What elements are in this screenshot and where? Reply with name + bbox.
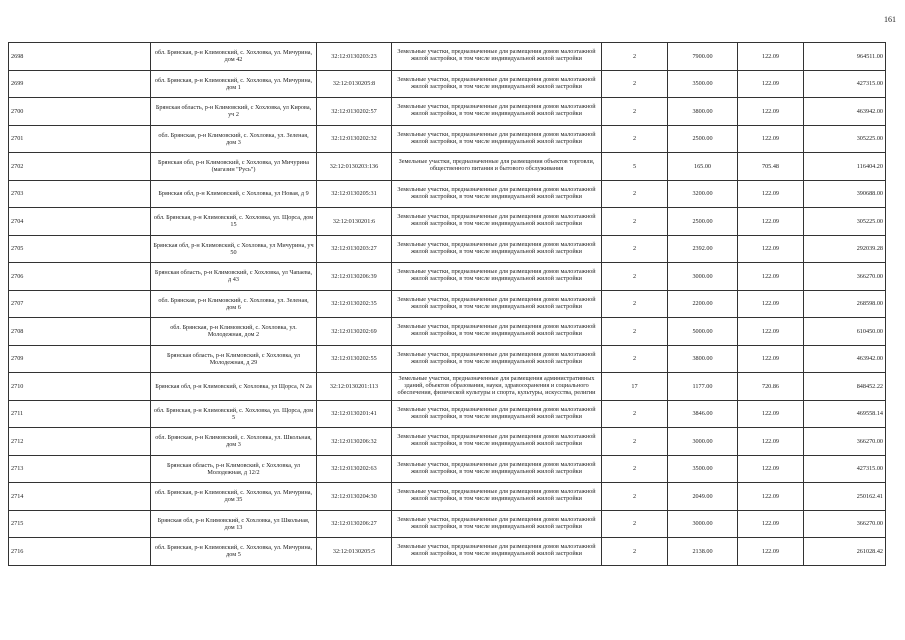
cadastral-number-cell: 32:12:0130202:32 [317,125,392,153]
address-cell: Брянская область, р-н Климовский, с Хохловка, ул Молодежная, д 12/2 [151,455,317,483]
permitted-use-cell: Земельные участки, предназначенные для размещения домов малоэтажной жилой застройки, в том числе индивидуальной жилой застройки [392,70,602,98]
cadastral-number-cell: 32:12:0130201:6 [317,208,392,236]
area-cell: 3800.00 [668,98,738,126]
address-cell: обл. Брянская, р-н Климовский, с. Хохловка, ул. Мичурина, дом 1 [151,70,317,98]
table-row [9,290,886,318]
land-register-table [8,42,886,566]
cadastral-value-cell: 463942.00 [804,98,886,126]
permitted-use-cell: Земельные участки, предназначенные для размещения домов малоэтажной жилой застройки, в том числе индивидуальной жилой застройки [392,263,602,291]
table-row [9,70,886,98]
cadastral-value-cell: 305225.00 [804,208,886,236]
use-category-cell: 17 [602,373,668,401]
cadastral-value-cell: 366270.00 [804,428,886,456]
row-number: 2700 [9,98,151,126]
use-category-cell: 2 [602,290,668,318]
use-category-cell: 2 [602,510,668,538]
cadastral-value-cell: 305225.00 [804,125,886,153]
permitted-use-cell: Земельные участки, предназначенные для размещения домов малоэтажной жилой застройки, в том числе индивидуальной жилой застройки [392,290,602,318]
use-category-cell: 2 [602,208,668,236]
cadastral-value-cell: 427315.00 [804,455,886,483]
row-number: 2709 [9,345,151,373]
address-cell: обл. Брянская, р-н Климовский, с. Хохловка, ул. Школьная, дом 3 [151,428,317,456]
cadastral-number-cell: 32:12:0130202:63 [317,455,392,483]
permitted-use-cell: Земельные участки, предназначенные для размещения домов малоэтажной жилой застройки, в том числе индивидуальной жилой застройки [392,428,602,456]
permitted-use-cell: Земельные участки, предназначенные для размещения домов малоэтажной жилой застройки, в том числе индивидуальной жилой застройки [392,318,602,346]
use-category-cell: 2 [602,538,668,566]
cadastral-value-cell: 610450.00 [804,318,886,346]
use-category-cell: 2 [602,43,668,71]
cadastral-value-cell: 250162.41 [804,483,886,511]
specific-value-cell: 122.09 [738,208,804,236]
specific-value-cell: 720.86 [738,373,804,401]
address-cell: Брянская область, р-н Климовский, с Хохловка, ул Молодежная, д 29 [151,345,317,373]
permitted-use-cell: Земельные участки, предназначенные для размещения домов малоэтажной жилой застройки, в том числе индивидуальной жилой застройки [392,483,602,511]
permitted-use-cell: Земельные участки, предназначенные для размещения домов малоэтажной жилой застройки, в том числе индивидуальной жилой застройки [392,43,602,71]
use-category-cell: 2 [602,428,668,456]
area-cell: 2200.00 [668,290,738,318]
cadastral-value-cell: 390688.00 [804,180,886,208]
use-category-cell: 2 [602,263,668,291]
area-cell: 3846.00 [668,400,738,428]
specific-value-cell: 122.09 [738,43,804,71]
area-cell: 3800.00 [668,345,738,373]
use-category-cell: 2 [602,235,668,263]
table-row [9,208,886,236]
area-cell: 2138.00 [668,538,738,566]
specific-value-cell: 122.09 [738,455,804,483]
area-cell: 1177.00 [668,373,738,401]
cadastral-number-cell: 32:12:0130205:5 [317,538,392,566]
area-cell: 3500.00 [668,70,738,98]
cadastral-number-cell: 32:12:0130202:69 [317,318,392,346]
address-cell: Брянская обл, р-н Климовский, с Хохловка, ул Мичурина, уч 50 [151,235,317,263]
permitted-use-cell: Земельные участки, предназначенные для размещения домов малоэтажной жилой застройки, в том числе индивидуальной жилой застройки [392,510,602,538]
row-number: 2710 [9,373,151,401]
area-cell: 3000.00 [668,263,738,291]
cadastral-value-cell: 366270.00 [804,510,886,538]
row-number: 2716 [9,538,151,566]
table-row [9,345,886,373]
cadastral-value-cell: 116404.20 [804,153,886,181]
table-row [9,428,886,456]
permitted-use-cell: Земельные участки, предназначенные для размещения домов малоэтажной жилой застройки, в том числе индивидуальной жилой застройки [392,235,602,263]
area-cell: 2049.00 [668,483,738,511]
table-row [9,400,886,428]
cadastral-value-cell: 261028.42 [804,538,886,566]
cadastral-number-cell: 32:12:0130205:31 [317,180,392,208]
table-row [9,235,886,263]
table-row [9,538,886,566]
specific-value-cell: 122.09 [738,70,804,98]
row-number: 2704 [9,208,151,236]
cadastral-number-cell: 32:12:0130202:55 [317,345,392,373]
cadastral-value-cell: 427315.00 [804,70,886,98]
address-cell: Брянская обл, р-н Климовский, с Хохловка, ул Щорса, N 2а [151,373,317,401]
permitted-use-cell: Земельные участки, предназначенные для размещения домов малоэтажной жилой застройки, в том числе индивидуальной жилой застройки [392,400,602,428]
row-number: 2698 [9,43,151,71]
row-number: 2702 [9,153,151,181]
address-cell: обл. Брянская, р-н Климовский, с. Хохловка, ул. Мичурина, дом 42 [151,43,317,71]
cadastral-value-cell: 463942.00 [804,345,886,373]
cadastral-number-cell: 32:12:0130206:39 [317,263,392,291]
cadastral-number-cell: 32:12:0130205:8 [317,70,392,98]
specific-value-cell: 122.09 [738,98,804,126]
use-category-cell: 2 [602,483,668,511]
address-cell: обл. Брянская, р-н Климовский, с. Хохловка, ул. Щорса, дом 5 [151,400,317,428]
specific-value-cell: 122.09 [738,428,804,456]
table-row [9,373,886,401]
table-row [9,318,886,346]
address-cell: Брянская обл, р-н Климовский, с Хохловка, ул Новая, д 9 [151,180,317,208]
row-number: 2711 [9,400,151,428]
row-number: 2707 [9,290,151,318]
table-row [9,153,886,181]
cadastral-number-cell: 32:12:0130201:113 [317,373,392,401]
use-category-cell: 2 [602,318,668,346]
table-row [9,510,886,538]
specific-value-cell: 122.09 [738,290,804,318]
permitted-use-cell: Земельные участки, предназначенные для размещения домов малоэтажной жилой застройки, в том числе индивидуальной жилой застройки [392,180,602,208]
specific-value-cell: 122.09 [738,318,804,346]
address-cell: обл. Брянская, р-н Климовский, с. Хохловка, ул. Мичурина, дом 5 [151,538,317,566]
specific-value-cell: 122.09 [738,483,804,511]
permitted-use-cell: Земельные участки, предназначенные для размещения домов малоэтажной жилой застройки, в том числе индивидуальной жилой застройки [392,345,602,373]
address-cell: обл. Брянская, р-н Климовский, с. Хохловка, ул. Зеленая, дом 3 [151,125,317,153]
use-category-cell: 2 [602,455,668,483]
permitted-use-cell: Земельные участки, предназначенные для размещения административных зданий, объектов образования, науки, здравоохранения и социального обеспечения, физической культуры и спорта, культуры, искусства, религии [392,373,602,401]
permitted-use-cell: Земельные участки, предназначенные для размещения домов малоэтажной жилой застройки, в том числе индивидуальной жилой застройки [392,455,602,483]
address-cell: обл. Брянская, р-н Климовский, с. Хохловка, ул. Щорса, дом 15 [151,208,317,236]
table-row [9,180,886,208]
area-cell: 2500.00 [668,125,738,153]
row-number: 2715 [9,510,151,538]
cadastral-number-cell: 32:12:0130201:41 [317,400,392,428]
permitted-use-cell: Земельные участки, предназначенные для размещения домов малоэтажной жилой застройки, в том числе индивидуальной жилой застройки [392,125,602,153]
permitted-use-cell: Земельные участки, предназначенные для размещения домов малоэтажной жилой застройки, в том числе индивидуальной жилой застройки [392,98,602,126]
table-body [9,43,886,566]
address-cell: Брянская область, р-н Климовский, с Хохловка, ул Чапаева, д 43 [151,263,317,291]
area-cell: 3200.00 [668,180,738,208]
cadastral-number-cell: 32:12:0130206:32 [317,428,392,456]
area-cell: 5000.00 [668,318,738,346]
specific-value-cell: 122.09 [738,125,804,153]
table-row [9,43,886,71]
specific-value-cell: 705.48 [738,153,804,181]
cadastral-value-cell: 469558.14 [804,400,886,428]
address-cell: обл. Брянская, р-н Климовский, с. Хохловка, ул. Мичурина, дом 35 [151,483,317,511]
row-number: 2703 [9,180,151,208]
permitted-use-cell: Земельные участки, предназначенные для размещения домов малоэтажной жилой застройки, в том числе индивидуальной жилой застройки [392,208,602,236]
area-cell: 3000.00 [668,428,738,456]
specific-value-cell: 122.09 [738,263,804,291]
cadastral-number-cell: 32:12:0130206:27 [317,510,392,538]
area-cell: 2392.00 [668,235,738,263]
specific-value-cell: 122.09 [738,510,804,538]
cadastral-value-cell: 366270.00 [804,263,886,291]
row-number: 2705 [9,235,151,263]
cadastral-number-cell: 32:12:0130203:23 [317,43,392,71]
row-number: 2708 [9,318,151,346]
use-category-cell: 5 [602,153,668,181]
use-category-cell: 2 [602,345,668,373]
use-category-cell: 2 [602,180,668,208]
area-cell: 3000.00 [668,510,738,538]
use-category-cell: 2 [602,400,668,428]
specific-value-cell: 122.09 [738,180,804,208]
specific-value-cell: 122.09 [738,345,804,373]
area-cell: 3500.00 [668,455,738,483]
cadastral-value-cell: 292039.28 [804,235,886,263]
specific-value-cell: 122.09 [738,235,804,263]
address-cell: обл. Брянская, р-н Климовский, с. Хохловка, ул. Молодежная, дом 2 [151,318,317,346]
cadastral-value-cell: 268598.00 [804,290,886,318]
permitted-use-cell: Земельные участки, предназначенные для размещения домов малоэтажной жилой застройки, в том числе индивидуальной жилой застройки [392,538,602,566]
cadastral-number-cell: 32:12:0130203:136 [317,153,392,181]
row-number: 2706 [9,263,151,291]
row-number: 2713 [9,455,151,483]
page-number: 161 [884,15,896,24]
table-row [9,125,886,153]
cadastral-number-cell: 32:12:0130203:27 [317,235,392,263]
address-cell: Брянская обл, р-н Климовский, с Хохловка, ул Школьная, дом 13 [151,510,317,538]
address-cell: Брянская область, р-н Климовский, с Хохловка, ул Кирова, уч 2 [151,98,317,126]
table-row [9,263,886,291]
row-number: 2699 [9,70,151,98]
cadastral-number-cell: 32:12:0130204:30 [317,483,392,511]
cadastral-number-cell: 32:12:0130202:35 [317,290,392,318]
use-category-cell: 2 [602,98,668,126]
area-cell: 165.00 [668,153,738,181]
use-category-cell: 2 [602,70,668,98]
cadastral-value-cell: 964511.00 [804,43,886,71]
cadastral-number-cell: 32:12:0130202:57 [317,98,392,126]
table-row [9,98,886,126]
row-number: 2712 [9,428,151,456]
area-cell: 2500.00 [668,208,738,236]
specific-value-cell: 122.09 [738,538,804,566]
row-number: 2701 [9,125,151,153]
table-row [9,483,886,511]
table-row [9,455,886,483]
permitted-use-cell: Земельные участки, предназначенные для размещения объектов торговли, общественного питания и бытового обслуживания [392,153,602,181]
use-category-cell: 2 [602,125,668,153]
address-cell: обл. Брянская, р-н Климовский, с. Хохловка, ул. Зеленая, дом 6 [151,290,317,318]
address-cell: Брянская обл, р-н Климовский, с Хохловка, ул Мичурина (магазин "Русь") [151,153,317,181]
cadastral-value-cell: 848452.22 [804,373,886,401]
specific-value-cell: 122.09 [738,400,804,428]
area-cell: 7900.00 [668,43,738,71]
row-number: 2714 [9,483,151,511]
